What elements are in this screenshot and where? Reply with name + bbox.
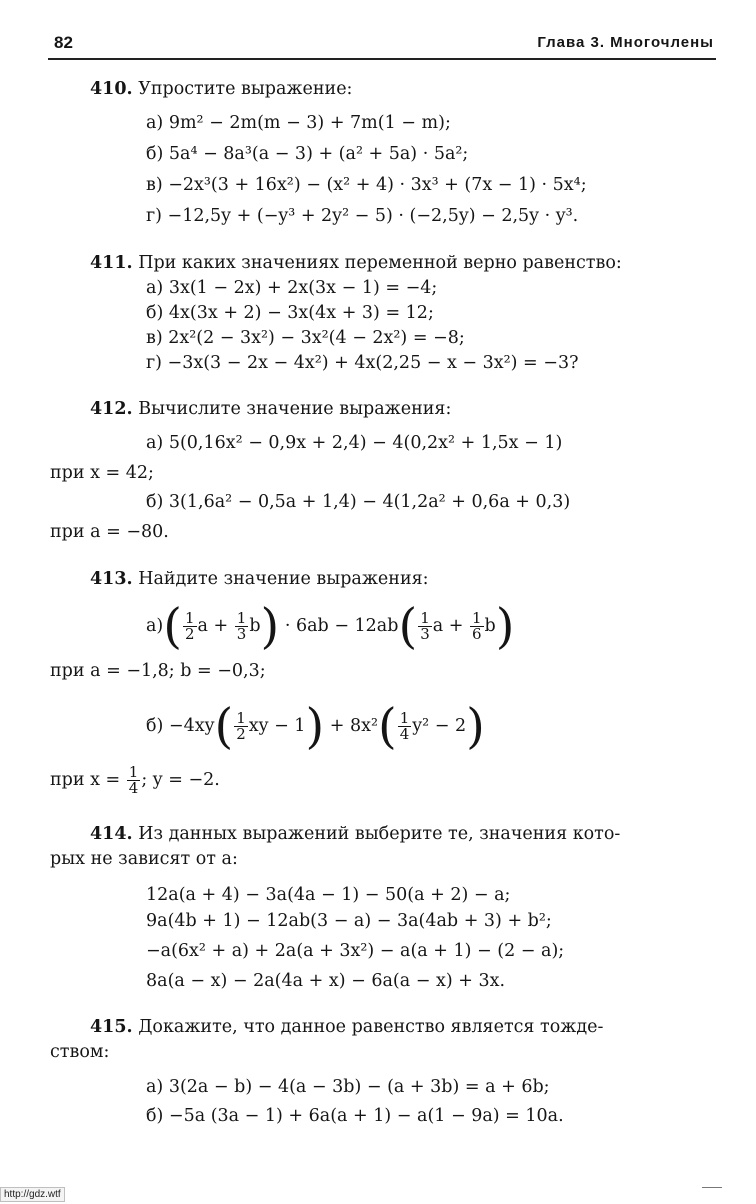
problem-411-b: б) 4x(3x + 2) − 3x(4x + 3) = 12; — [146, 303, 434, 323]
numerator: 1 — [472, 609, 482, 627]
term-text: + 8x² — [329, 716, 379, 736]
problem-413-b — [146, 698, 485, 755]
problem-instruction: При каких значениях переменной верно равенство: — [138, 253, 622, 273]
problem-415-b: б) −5a (3a − 1) + 6a(a + 1) − a(1 − 9a) = 10a. — [146, 1106, 564, 1126]
right-paren: ) — [466, 698, 485, 755]
problem-412-a: а) 5(0,16x² − 0,9x + 2,4) − 4(0,2x² + 1,5x − 1) — [146, 433, 563, 453]
problem-410-heading — [90, 78, 352, 100]
page-number: 82 — [54, 33, 73, 52]
term-text: · 6ab − 12ab — [284, 616, 399, 636]
problem-number: 415. — [90, 1017, 133, 1037]
footer-mark — [702, 1187, 722, 1188]
term-text: y² − 2 — [412, 716, 467, 736]
fraction-one-quarter — [127, 765, 141, 796]
problem-415-heading — [90, 1016, 603, 1038]
problem-instruction: Упростите выражение: — [138, 79, 353, 99]
problem-410-d: г) −12,5y + (−y³ + 2y² − 5) · (−2,5y) − 2,5y · y³. — [146, 206, 579, 226]
problem-instruction: Вычислите значение выражения: — [138, 399, 452, 419]
denominator: 2 — [236, 725, 246, 743]
problem-413-a-condition: при a = −1,8; b = −0,3; — [50, 661, 266, 681]
problem-415-instruction-cont: ством: — [50, 1042, 110, 1062]
problem-412-b: б) 3(1,6a² − 0,5a + 1,4) − 4(1,2a² + 0,6a + 0,3) — [146, 492, 571, 512]
denominator: 2 — [185, 625, 195, 643]
problem-number: 411. — [90, 253, 133, 273]
fraction-one-quarter — [398, 711, 412, 742]
variable: b — [484, 616, 496, 636]
problem-number: 414. — [90, 824, 133, 844]
problem-413-heading — [90, 568, 429, 590]
condition-suffix: ; y = −2. — [141, 770, 220, 790]
problem-410-b: б) 5a⁴ − 8a³(a − 3) + (a² + 5a) · 5a²; — [146, 144, 469, 164]
right-paren: ) — [260, 598, 280, 655]
numerator: 1 — [399, 709, 410, 727]
numerator: 1 — [236, 609, 247, 627]
numerator: 1 — [128, 763, 139, 781]
problem-410-a: а) 9m² − 2m(m − 3) + 7m(1 − m); — [146, 113, 451, 133]
numerator: 1 — [236, 709, 246, 727]
denominator: 4 — [128, 779, 139, 797]
problem-414-heading — [90, 823, 620, 845]
fraction-one-half — [234, 711, 248, 742]
denominator: 4 — [399, 725, 410, 743]
denominator: 3 — [236, 625, 247, 643]
left-paren: ( — [378, 698, 397, 755]
variable: b — [249, 616, 261, 636]
variable: a — [432, 616, 444, 636]
denominator: 6 — [472, 625, 482, 643]
problem-instruction: Докажите, что данное равенство является тожде- — [138, 1017, 604, 1037]
denominator: 3 — [420, 625, 430, 643]
left-paren: ( — [163, 598, 182, 655]
problem-413-a — [146, 598, 515, 655]
fraction-one-third — [418, 611, 432, 642]
right-paren: ) — [305, 698, 325, 755]
problem-414-expr-1: 12a(a + 4) − 3a(4a − 1) − 50(a + 2) − a; — [146, 885, 511, 905]
numerator: 1 — [420, 609, 430, 627]
problem-411-a: а) 3x(1 − 2x) + 2x(3x − 1) = −4; — [146, 278, 438, 298]
problem-instruction: Найдите значение выражения: — [138, 569, 429, 589]
right-paren: ) — [495, 598, 515, 655]
numerator: 1 — [185, 609, 195, 627]
chapter-title: Глава 3. Многочлены — [537, 34, 714, 51]
problem-412-heading — [90, 398, 451, 420]
problem-415-a: а) 3(2a − b) − 4(a − 3b) − (a + 3b) = a + 6b; — [146, 1077, 550, 1097]
problem-414-expr-2: 9a(4b + 1) − 12ab(3 − a) − 3a(4ab + 3) + b²; — [146, 911, 552, 931]
problem-413-b-condition — [50, 762, 220, 798]
condition-prefix: при x = — [50, 770, 121, 790]
item-label: б) −4xy — [146, 716, 215, 736]
left-paren: ( — [398, 598, 418, 655]
fraction-one-sixth — [470, 611, 484, 642]
problem-411-d: г) −3x(3 − 2x − 4x²) + 4x(2,25 − x − 3x²) = −3? — [146, 353, 579, 373]
problem-410-c: в) −2x³(3 + 16x²) − (x² + 4) · 3x³ + (7x − 1) · 5x⁴; — [146, 175, 587, 195]
problem-414-expr-3: −a(6x² + a) + 2a(a + 3x²) − a(a + 1) − (2 − a); — [146, 941, 565, 961]
term-text: xy − 1 — [248, 716, 306, 736]
problem-instruction: Из данных выражений выберите те, значения кото- — [138, 824, 621, 844]
term-text: a + — [197, 616, 229, 636]
header-divider — [48, 58, 716, 60]
fraction-one-third — [235, 611, 249, 642]
problem-412-a-condition: при x = 42; — [50, 463, 154, 483]
problem-412-b-condition: при a = −80. — [50, 522, 169, 542]
left-paren: ( — [214, 698, 234, 755]
problem-number: 412. — [90, 399, 133, 419]
problem-number: 413. — [90, 569, 133, 589]
problem-411-heading — [90, 252, 622, 274]
problem-414-expr-4: 8a(a − x) − 2a(4a + x) − 6a(a − x) + 3x. — [146, 971, 506, 991]
operator: + — [448, 616, 464, 636]
watermark-link[interactable]: http://gdz.wtf — [0, 1187, 65, 1202]
item-label: а) — [146, 616, 164, 636]
problem-number: 410. — [90, 79, 133, 99]
problem-414-instruction-cont: рых не зависят от a: — [50, 849, 238, 869]
fraction-one-half — [183, 611, 197, 642]
problem-411-c: в) 2x²(2 − 3x²) − 3x²(4 − 2x²) = −8; — [146, 328, 465, 348]
